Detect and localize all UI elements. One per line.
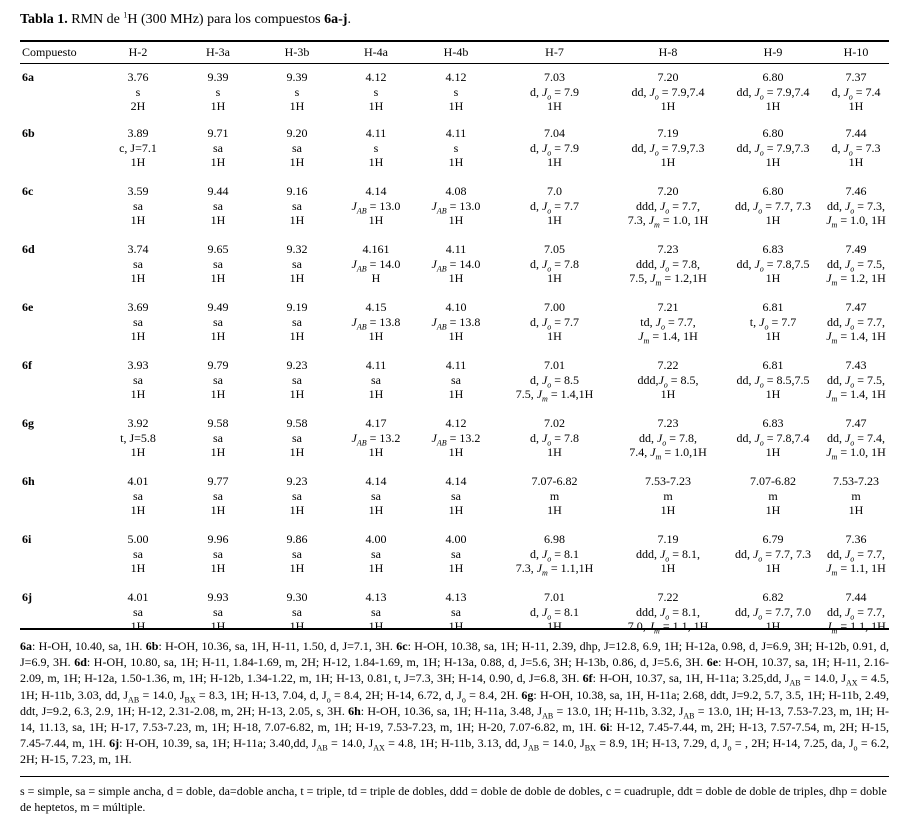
- header-row: [20, 42, 889, 62]
- column-header: Compuesto: [22, 44, 77, 59]
- shift-cell: 7.01 d, $J_o = 8.1$ 1H: [529, 590, 580, 634]
- shift-cell: 9.58 sa 1H: [286, 416, 308, 460]
- caption-text-2: H (300 MHz) para los compuestos: [127, 12, 325, 27]
- compound-id: 6d: [22, 242, 35, 256]
- shift-cell: 9.32 sa 1H: [286, 242, 308, 286]
- column-header: H-3a: [206, 44, 230, 59]
- shift-cell: 7.00 d, $J_o = 7.7$ 1H: [529, 300, 580, 344]
- shift-cell: 6.82 dd, $J_o = 7.7$, 7.0 1H: [734, 590, 812, 634]
- shift-cell: 7.44 d, $J_o = 7.3$ 1H: [831, 126, 881, 170]
- shift-cell: 9.96 sa 1H: [207, 532, 229, 576]
- notes-bottom-rule: [20, 776, 889, 777]
- compound-id: 6j: [22, 590, 32, 604]
- shift-cell: 7.37 d, $J_o = 7.4$ 1H: [831, 70, 881, 114]
- shift-cell: 9.16 sa 1H: [286, 184, 308, 228]
- table-row: [20, 62, 889, 126]
- table-row: [20, 474, 889, 532]
- shift-cell: 3.93 sa 1H: [127, 358, 149, 402]
- compound-id: 6f: [22, 358, 32, 372]
- table-caption: [20, 12, 351, 28]
- caption-compounds: 6a-j: [324, 12, 348, 27]
- shift-cell: 9.93 sa 1H: [207, 590, 229, 634]
- table-row: [20, 126, 889, 184]
- shift-cell: 7.49 dd, $J_o = 7.5$, $J_m = 1.2$, 1H: [826, 242, 886, 288]
- column-header: H-4a: [364, 44, 388, 59]
- shift-cell: 9.77 sa 1H: [207, 474, 229, 518]
- shift-cell: 7.20 dd, $J_o = 7.9,7.4$ 1H: [631, 70, 705, 114]
- shift-cell: 7.02 d, $J_o = 7.8$ 1H: [529, 416, 580, 460]
- abbreviation-legend: s = simple, sa = simple ancha, d = doble, da=doble ancha, t = triple, td = triple de dobles, ddd = doble de doble de dobles, c = cuadruple, ddt = doble de doble de triples, dhp = doble de heptetos, m = múltiple.: [20, 784, 887, 814]
- table-row: [20, 416, 889, 474]
- shift-cell: 9.44 sa 1H: [207, 184, 229, 228]
- shift-cell: 6.81 t, $J_o = 7.7$ 1H: [749, 300, 797, 344]
- table-row: [20, 532, 889, 590]
- shift-cell: 9.30 sa 1H: [286, 590, 308, 634]
- shift-cell: 7.53-7.23 m 1H: [833, 474, 879, 518]
- compound-id: 6i: [22, 532, 32, 546]
- shift-cell: 7.07-6.82 m 1H: [531, 474, 578, 518]
- shift-cell: 9.23 sa 1H: [286, 474, 308, 518]
- shift-cell: 9.71 sa 1H: [207, 126, 229, 170]
- shift-cell: 9.86 sa 1H: [286, 532, 308, 576]
- shift-cell: 7.22 $ddd,J_o = 8.5$, 1H: [637, 358, 699, 402]
- caption-end: .: [347, 12, 351, 27]
- table-row: [20, 184, 889, 242]
- column-header: H-10: [843, 44, 869, 59]
- shift-cell: 3.92 t, J=5.8 1H: [120, 416, 156, 460]
- shift-cell: 4.15 $J_{AB} = 13.8$ 1H: [351, 300, 401, 344]
- caption-label: Tabla 1.: [20, 12, 68, 27]
- shift-cell: 6.80 dd, $J_o = 7.9,7.4$ 1H: [736, 70, 810, 114]
- shift-cell: 6.83 dd, $J_o = 7.8,7.5$ 1H: [736, 242, 810, 286]
- shift-cell: 7.19 ddd, $J_o = 8.1$, 1H: [635, 532, 701, 576]
- compound-id: 6e: [22, 300, 34, 314]
- shift-cell: 4.11 sa 1H: [445, 358, 467, 402]
- shift-cell: 6.80 dd, $J_o = 7.7$, 7.3 1H: [734, 184, 812, 228]
- shift-cell: 7.05 d, $J_o = 7.8$ 1H: [529, 242, 580, 286]
- shift-cell: 7.20 ddd, $J_o = 7.7$, 7.3, $J_m = 1.0$, 1H: [627, 184, 709, 230]
- shift-cell: 4.14 sa 1H: [445, 474, 467, 518]
- shift-cell: 6.79 dd, $J_o = 7.7$, 7.3 1H: [734, 532, 812, 576]
- column-header: H-4b: [443, 44, 469, 59]
- shift-cell: 7.21 td, $J_o = 7.7$, $J_m = 1.4$, 1H: [638, 300, 698, 346]
- shift-cell: 7.47 dd, $J_o = 7.7$, $J_m = 1.4$, 1H: [826, 300, 886, 346]
- compound-id: 6b: [22, 126, 35, 140]
- shift-cell: 7.36 dd, $J_o = 7.7$, $J_m = 1.1$, 1H: [826, 532, 886, 578]
- shift-cell: 4.11 s 1H: [365, 126, 387, 170]
- shift-cell: 4.11 sa 1H: [365, 358, 387, 402]
- shift-cell: 4.00 sa 1H: [445, 532, 467, 576]
- table-row: [20, 358, 889, 416]
- shift-cell: 4.14 sa 1H: [365, 474, 387, 518]
- shift-cell: 4.12 s 1H: [445, 70, 467, 114]
- column-header: H-9: [763, 44, 783, 59]
- shift-cell: 9.19 sa 1H: [286, 300, 308, 344]
- shift-cell: 4.11 $J_{AB} = 14.0$ 1H: [431, 242, 481, 286]
- shift-cell: 9.39 s 1H: [286, 70, 308, 114]
- table-row: [20, 242, 889, 300]
- shift-cell: 4.10 $J_{AB} = 13.8$ 1H: [431, 300, 481, 344]
- shift-cell: 7.44 dd, $J_o = 7.7$, $J_m = 1.1$, 1H: [826, 590, 886, 636]
- compound-id: 6a: [22, 70, 34, 84]
- shift-cell: 7.53-7.23 m 1H: [645, 474, 691, 518]
- shift-cell: 7.47 dd, $J_o = 7.4$, $J_m = 1.0$, 1H: [826, 416, 886, 462]
- shift-cell: 9.49 sa 1H: [207, 300, 229, 344]
- shift-cell: 4.08 $J_{AB} = 13.0$ 1H: [431, 184, 481, 228]
- caption-text: RMN de: [67, 12, 124, 27]
- shift-cell: 7.03 d, $J_o = 7.9$ 1H: [529, 70, 580, 114]
- additional-signals-notes: 6a: H-OH, 10.40, sa, 1H. 6b: H-OH, 10.36, sa, 1H, H-11, 1.50, d, J=7.1, 3H. 6c: H-OH, 10.38, sa, 1H; H-11, 2.39, dhp, J=12.8, 6.9, 1H; H-12a, 0.98, d, J=6.9, 3H; H-12b, 0.91, d, J=6.9, 3H. 6d: H-OH, 10.80, sa, 1H; H-11, 1.84-1.69, m, 2H; H-12, 1.84-1.69, m, 1H; H-13a, 0.88, d, J=5.6, 3H; H-13b, 0.86, d, J=5.6, 3H. 6e: H-OH, 10.37, sa, 1H; H-11, 2.16-2.09, m, 1H; H-12a, 1.50-1.36, m, 1H; H-12b, 1.34-1.22, m, 1H; H-13, 0.81, t, J=7.3, 3H; H-14, 0.90, d, J=6.8, 3H. 6f: H-OH, 10.37, sa, 1H, H-11a; 3.25,dd, $J_{AB} = 14.0$, $J_{AX} = 4.5$, 1H; H-11b, 3.03, dd, $J_{AB} = 14.0$, $J_{BX} = 8.3$, 1H; H-13, 7.04, d, $J_o = 8.4$, 2H; H-14, 6.72, d, $J_o = 8.4$, 2H. 6g: H-OH, 10.38, sa, 1H, H-11a; 2.68, ddt, J=9.2, 5.7, 3.5, 1H; H-11b, 2.49, ddt, J=9.2, 6.3, 2.9, 1H; H-12, 2.31-2.08, m, 2H; H-13, 2.05, s, 3H. 6h: H-OH, 10.36, sa, 1H; H-11a, 3.48, $J_{AB} = 13.0$, 1H; H-11b, 3.32, $J_{AB} = 13.0$, 1H; H-13, 7.53-7.23, m, 1H; H-14, 11.13, sa, 1H; H-17, 7.53-7.23, m, 1H; H-18, 7.07-6.82, m, 1H; H-19, 7.53-7.23, m, 1H; H-20, 7.07-6.82, m, 1H. 6i: H-12, 7.45-7.44, m, 2H; H-13, 7.57-7.54, m, 2H; H-15, 7.45-7.44, m, 1H. 6j: H-OH, 10.39, sa, 1H; H-11a; 3.40,dd, $J_{AB} = 14.0$, $J_{AX} = 4.8$, 1H; H-11b, 3.13, dd, $J_{AB} = 14.0$, $J_{BX} = 8.9$, 1H; H-13, 7.29, d, $J_o$ = , 2H; H-14, 7.25, da, $J_o = 6.2$, 2H; H-15, 7.23, m, 1H.: [20, 639, 890, 767]
- shift-cell: 3.74 sa 1H: [127, 242, 149, 286]
- compound-id: 6c: [22, 184, 34, 198]
- shift-cell: 9.65 sa 1H: [207, 242, 229, 286]
- table-row: [20, 300, 889, 358]
- shift-cell: 6.98 d, $J_o = 8.1$ 7.3, $J_m = 1.1,1H$: [515, 532, 594, 578]
- shift-cell: 7.19 dd, $J_o = 7.9,7.3$ 1H: [631, 126, 705, 170]
- shift-cell: 4.14 $J_{AB} = 13.0$ 1H: [351, 184, 401, 228]
- shift-cell: 3.89 c, J=7.1 1H: [119, 126, 157, 170]
- compound-id: 6h: [22, 474, 35, 488]
- shift-cell: 4.12 s 1H: [365, 70, 387, 114]
- shift-cell: 4.17 $J_{AB} = 13.2$ 1H: [351, 416, 401, 460]
- shift-cell: 6.81 dd, $J_o = 8.5,7.5$ 1H: [736, 358, 810, 402]
- shift-cell: 3.76 s 2H: [127, 70, 149, 114]
- column-header: H-7: [545, 44, 564, 59]
- shift-cell: 4.00 sa 1H: [365, 532, 387, 576]
- shift-cell: 7.23 ddd, $J_o = 7.8$, 7.5, $J_m = 1.2,1H$: [629, 242, 707, 288]
- shift-cell: 3.69 sa 1H: [127, 300, 149, 344]
- caption-isotope: 1: [123, 10, 128, 20]
- shift-cell: 4.01 sa 1H: [127, 590, 149, 634]
- shift-cell: 9.79 sa 1H: [207, 358, 229, 402]
- shift-cell: 4.11 s 1H: [445, 126, 467, 170]
- column-header: H-3b: [284, 44, 310, 59]
- shift-cell: 9.39 s 1H: [207, 70, 229, 114]
- shift-cell: 4.13 sa 1H: [365, 590, 387, 634]
- table-body: [20, 62, 889, 648]
- shift-cell: 7.23 dd, $J_o = 7.8$, 7.4, $J_m = 1.0,1H$: [629, 416, 707, 462]
- shift-cell: 4.12 $J_{AB} = 13.2$ 1H: [431, 416, 481, 460]
- shift-cell: 7.43 dd, $J_o = 7.5$, $J_m = 1.4$, 1H: [826, 358, 886, 404]
- shift-cell: 6.83 dd, $J_o = 7.8,7.4$ 1H: [736, 416, 810, 460]
- nmr-table: [20, 42, 889, 648]
- shift-cell: 7.46 dd, $J_o = 7.3$, $J_m = 1.0$, 1H: [826, 184, 886, 230]
- shift-cell: 5.00 sa 1H: [127, 532, 149, 576]
- shift-cell: 9.20 sa 1H: [286, 126, 308, 170]
- shift-cell: 4.01 sa 1H: [127, 474, 149, 518]
- shift-cell: 7.0 d, $J_o = 7.7$ 1H: [529, 184, 580, 228]
- shift-cell: 3.59 sa 1H: [127, 184, 149, 228]
- shift-cell: 9.23 sa 1H: [286, 358, 308, 402]
- shift-cell: 7.01 d, $J_o = 8.5$ 7.5, $J_m = 1.4,1H$: [515, 358, 594, 404]
- shift-cell: 4.13 sa 1H: [445, 590, 467, 634]
- shift-cell: 6.80 dd, $J_o = 7.9,7.3$ 1H: [736, 126, 810, 170]
- compound-id: 6g: [22, 416, 34, 430]
- shift-cell: 7.22 ddd, $J_o = 8.1$, 7.0, $J_m = 1.1$, 1H: [627, 590, 709, 636]
- shift-cell: 9.58 sa 1H: [207, 416, 229, 460]
- column-header: H-2: [128, 44, 148, 59]
- column-header: H-8: [658, 44, 678, 59]
- shift-cell: 7.07-6.82 m 1H: [750, 474, 796, 518]
- shift-cell: 4.161 $J_{AB} = 14.0$ H: [351, 242, 401, 286]
- shift-cell: 7.04 d, $J_o = 7.9$ 1H: [529, 126, 580, 170]
